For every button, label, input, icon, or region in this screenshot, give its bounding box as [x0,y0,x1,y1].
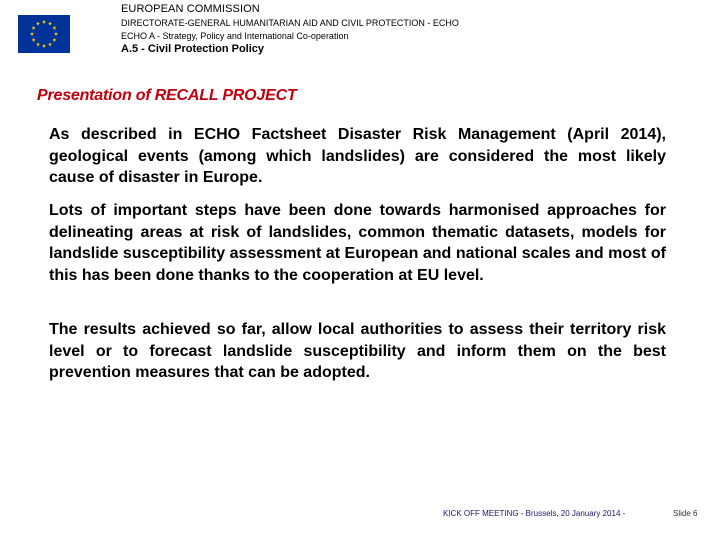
directorate-general: DIRECTORATE-GENERAL HUMANITARIAN AID AND CIVIL PROTECTION - ECHO [121,18,459,28]
commission-name: EUROPEAN COMMISSION [121,3,260,15]
slide-title: Presentation of RECALL PROJECT [37,87,297,104]
unit-name: A.5 - Civil Protection Policy [121,43,265,55]
paragraph-3: The results achieved so far, allow local authorities to assess their territory risk level or to forecast landslide susceptibility and inform them on the best prevention measures that can be adopted. [49,321,666,381]
paragraph-2: Lots of important steps have been done towards harmonised approaches for delineating areas at risk of landslides, common thematic datasets, models for landslide susceptibility assessment at European and national scales and most of this has been done thanks to the cooperation at EU level. [49,202,666,284]
paragraph-1: As described in ECHO Factsheet Disaster Risk Management (April 2014), geological events (among which landslides) are considered the most likely cause of disaster in Europe. [49,126,666,186]
footer-meeting: KICK OFF MEETING - Brussels, 20 January 2014 - [443,509,626,518]
slide-number: Slide 6 [673,509,698,518]
eu-flag-icon [18,15,70,53]
directorate: ECHO A - Strategy, Policy and International Co-operation [121,31,349,41]
